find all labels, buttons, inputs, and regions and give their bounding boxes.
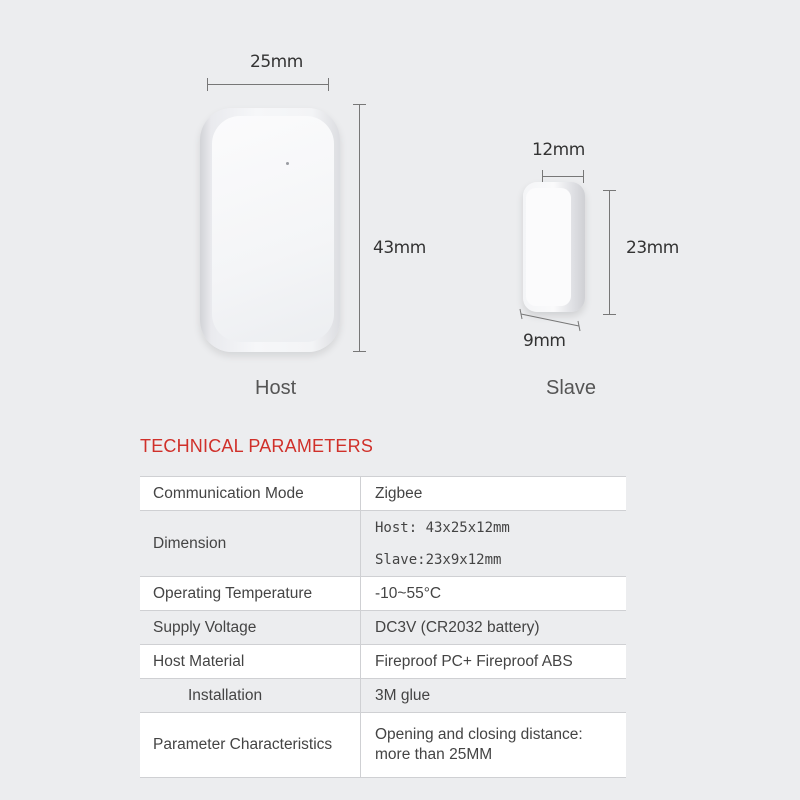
- table-row: [140, 611, 626, 645]
- param-value-line: Host: 43x25x12mm: [375, 519, 510, 536]
- host-width-line: [207, 84, 329, 85]
- slave-width-label: 12mm: [532, 140, 585, 160]
- param-key: Host Material: [140, 645, 361, 678]
- host-front-face: [212, 116, 334, 342]
- slave-height-label: 23mm: [626, 238, 679, 258]
- host-height-label: 43mm: [373, 238, 426, 258]
- param-value-text: DC3V (CR2032 battery): [375, 618, 540, 636]
- param-value: [361, 611, 626, 644]
- param-key: Installation: [140, 679, 361, 712]
- param-key: Supply Voltage: [140, 611, 361, 644]
- table-row: [140, 713, 626, 778]
- section-title: TECHNICAL PARAMETERS: [140, 436, 374, 456]
- param-value: [361, 577, 626, 610]
- slave-sensor-image: [523, 182, 585, 312]
- param-value-text: Zigbee: [375, 484, 423, 502]
- host-width-label: 25mm: [250, 52, 303, 72]
- param-key: Operating Temperature: [140, 577, 361, 610]
- param-key: Dimension: [140, 511, 361, 576]
- host-led-indicator: [286, 162, 289, 165]
- param-value-text: Fireproof PC+ Fireproof ABS: [375, 652, 573, 670]
- slave-caption: Slave: [546, 377, 597, 399]
- slave-width-line: [542, 176, 584, 177]
- slave-depth-label: 9mm: [523, 331, 566, 351]
- host-caption: Host: [255, 377, 297, 399]
- param-value-text: -10~55°C: [375, 584, 442, 602]
- table-row: [140, 511, 626, 577]
- host-height-line: [359, 104, 360, 352]
- table-row: [140, 477, 626, 511]
- param-value: [361, 713, 626, 777]
- param-value-line: more than 25MM: [375, 746, 493, 763]
- table-row: [140, 679, 626, 713]
- param-value: [361, 645, 626, 678]
- param-key: Parameter Characteristics: [140, 713, 361, 777]
- table-row: [140, 645, 626, 679]
- parameters-table: [140, 476, 626, 778]
- param-value-line: Slave:23x9x12mm: [375, 551, 502, 568]
- param-value-line: Opening and closing distance:: [375, 726, 583, 743]
- param-value: [361, 511, 626, 576]
- param-value: [361, 477, 626, 510]
- param-value: [361, 679, 626, 712]
- slave-front-face: [526, 188, 571, 306]
- table-row: [140, 577, 626, 611]
- slave-height-line: [609, 190, 610, 315]
- param-key: Communication Mode: [140, 477, 361, 510]
- host-sensor-image: [200, 108, 340, 352]
- param-value-text: 3M glue: [375, 686, 431, 704]
